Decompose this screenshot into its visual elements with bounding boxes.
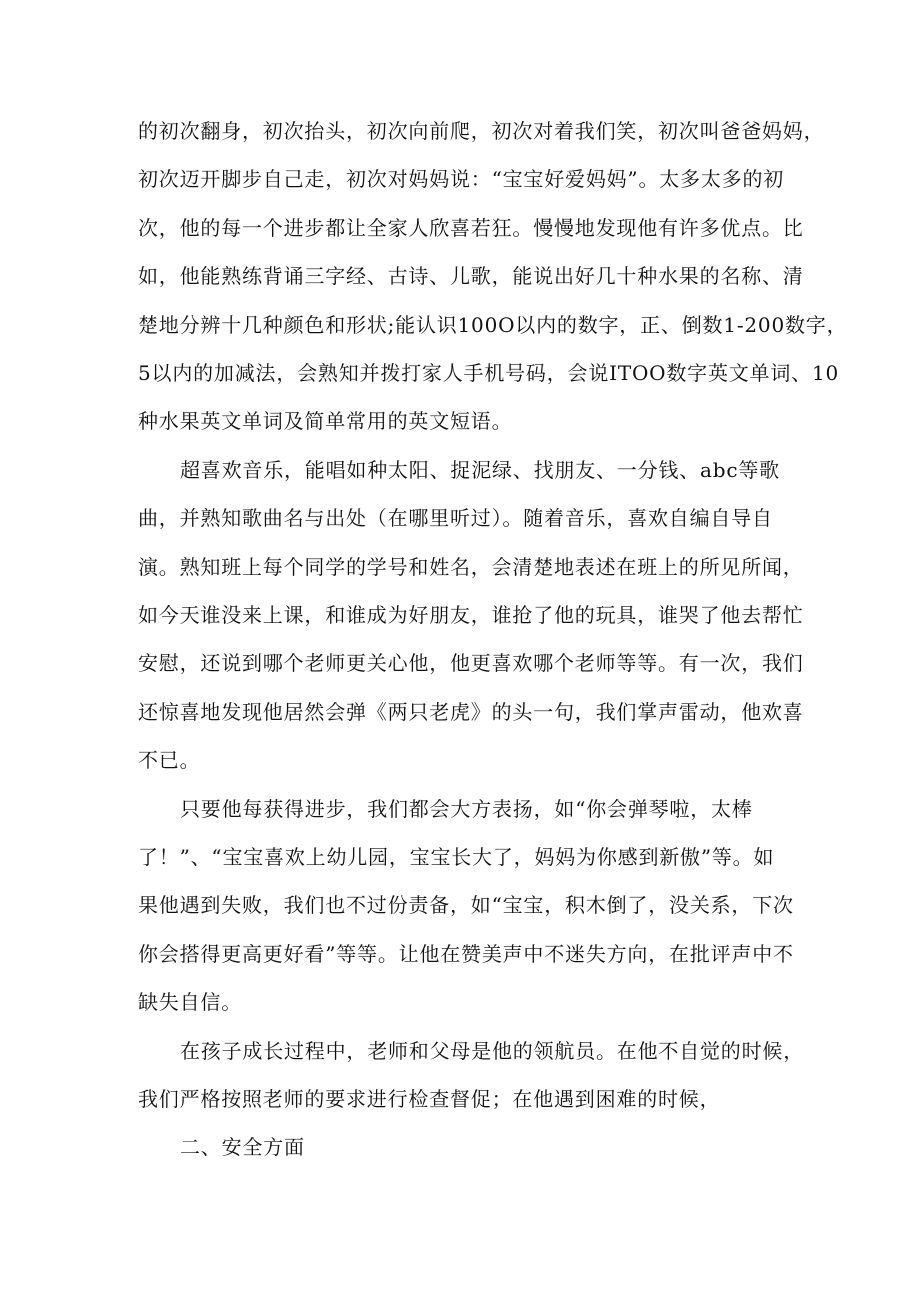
paragraph-2-line-1: 超喜欢音乐，能唱如种太阳、捉泥绿、找朋友、一分钱、abc等歌 [180,458,780,482]
paragraph-3-line-1: 只要他每获得进步，我们都会大方表扬，如“你会弹琴啦，太棒 [180,797,753,821]
paragraph-1-line-2: 初次迈开脚步自己走，初次对妈妈说：“宝宝好爱妈妈”。太多太多的初 [138,167,785,191]
paragraph-3-line-3: 果他遇到失败，我们也不过份责备，如“宝宝，积木倒了，没关系，下次 [138,893,794,917]
paragraph-3-line-2: 了！”、“宝宝喜欢上幼儿园，宝宝长大了，妈妈为你感到新傲”等。如 [138,845,775,869]
section-heading: 二、安全方面 [180,1135,305,1159]
paragraph-4-line-2: 我们严格按照老师的要求进行检查督促；在他遇到困难的时候， [138,1087,721,1111]
paragraph-1-line-3: 次，他的每一个进步都让全家人欣喜若狂。慢慢地发现他有许多优点。比 [138,216,804,240]
paragraph-3-line-4: 你会搭得更高更好看”等等。让他在赞美声中不迷失方向，在批评声中不 [138,942,794,966]
paragraph-3-line-5: 缺失自信。 [138,990,242,1014]
paragraph-1-line-5: 楚地分辨十几种颜色和形状;能认识100O以内的数字，正、倒数1-200数字， [138,313,848,337]
paragraph-2-line-4: 如今天谁没来上课，和谁成为好朋友，谁抢了他的玩具，谁哭了他去帮忙 [138,603,804,627]
paragraph-2-line-7: 不已。 [138,748,201,772]
paragraph-2-line-3: 演。熟知班上每个同学的学号和姓名，会清楚地表述在班上的所见所闻， [138,555,804,579]
paragraph-1-line-4: 如，他能熟练背诵三字经、古诗、儿歌，能说出好几十种水果的名称、清 [138,264,804,288]
paragraph-2-line-2: 曲，并熟知歌曲名与出处（在哪里听过）。随着音乐，喜欢自编自导自 [138,506,773,530]
paragraph-1-line-6: 5以内的加减法，会熟知并拨打家人手机号码，会说ITOO数字英文单词、10 [138,361,840,385]
paragraph-1-line-1: 的初次翻身，初次抬头，初次向前爬，初次对着我们笑，初次叫爸爸妈妈， [138,119,825,143]
paragraph-2-line-6: 还惊喜地发现他居然会弹《两只老虎》的头一句，我们掌声雷动，他欢喜 [138,700,804,724]
paragraph-1-line-7: 种水果英文单词及简单常用的英文短语。 [138,409,513,433]
paragraph-2-line-5: 安慰，还说到哪个老师更关心他，他更喜欢哪个老师等等。有一次，我们 [138,651,804,675]
paragraph-4-line-1: 在孩子成长过程中，老师和父母是他的领航员。在他不自觉的时候， [180,1039,804,1063]
